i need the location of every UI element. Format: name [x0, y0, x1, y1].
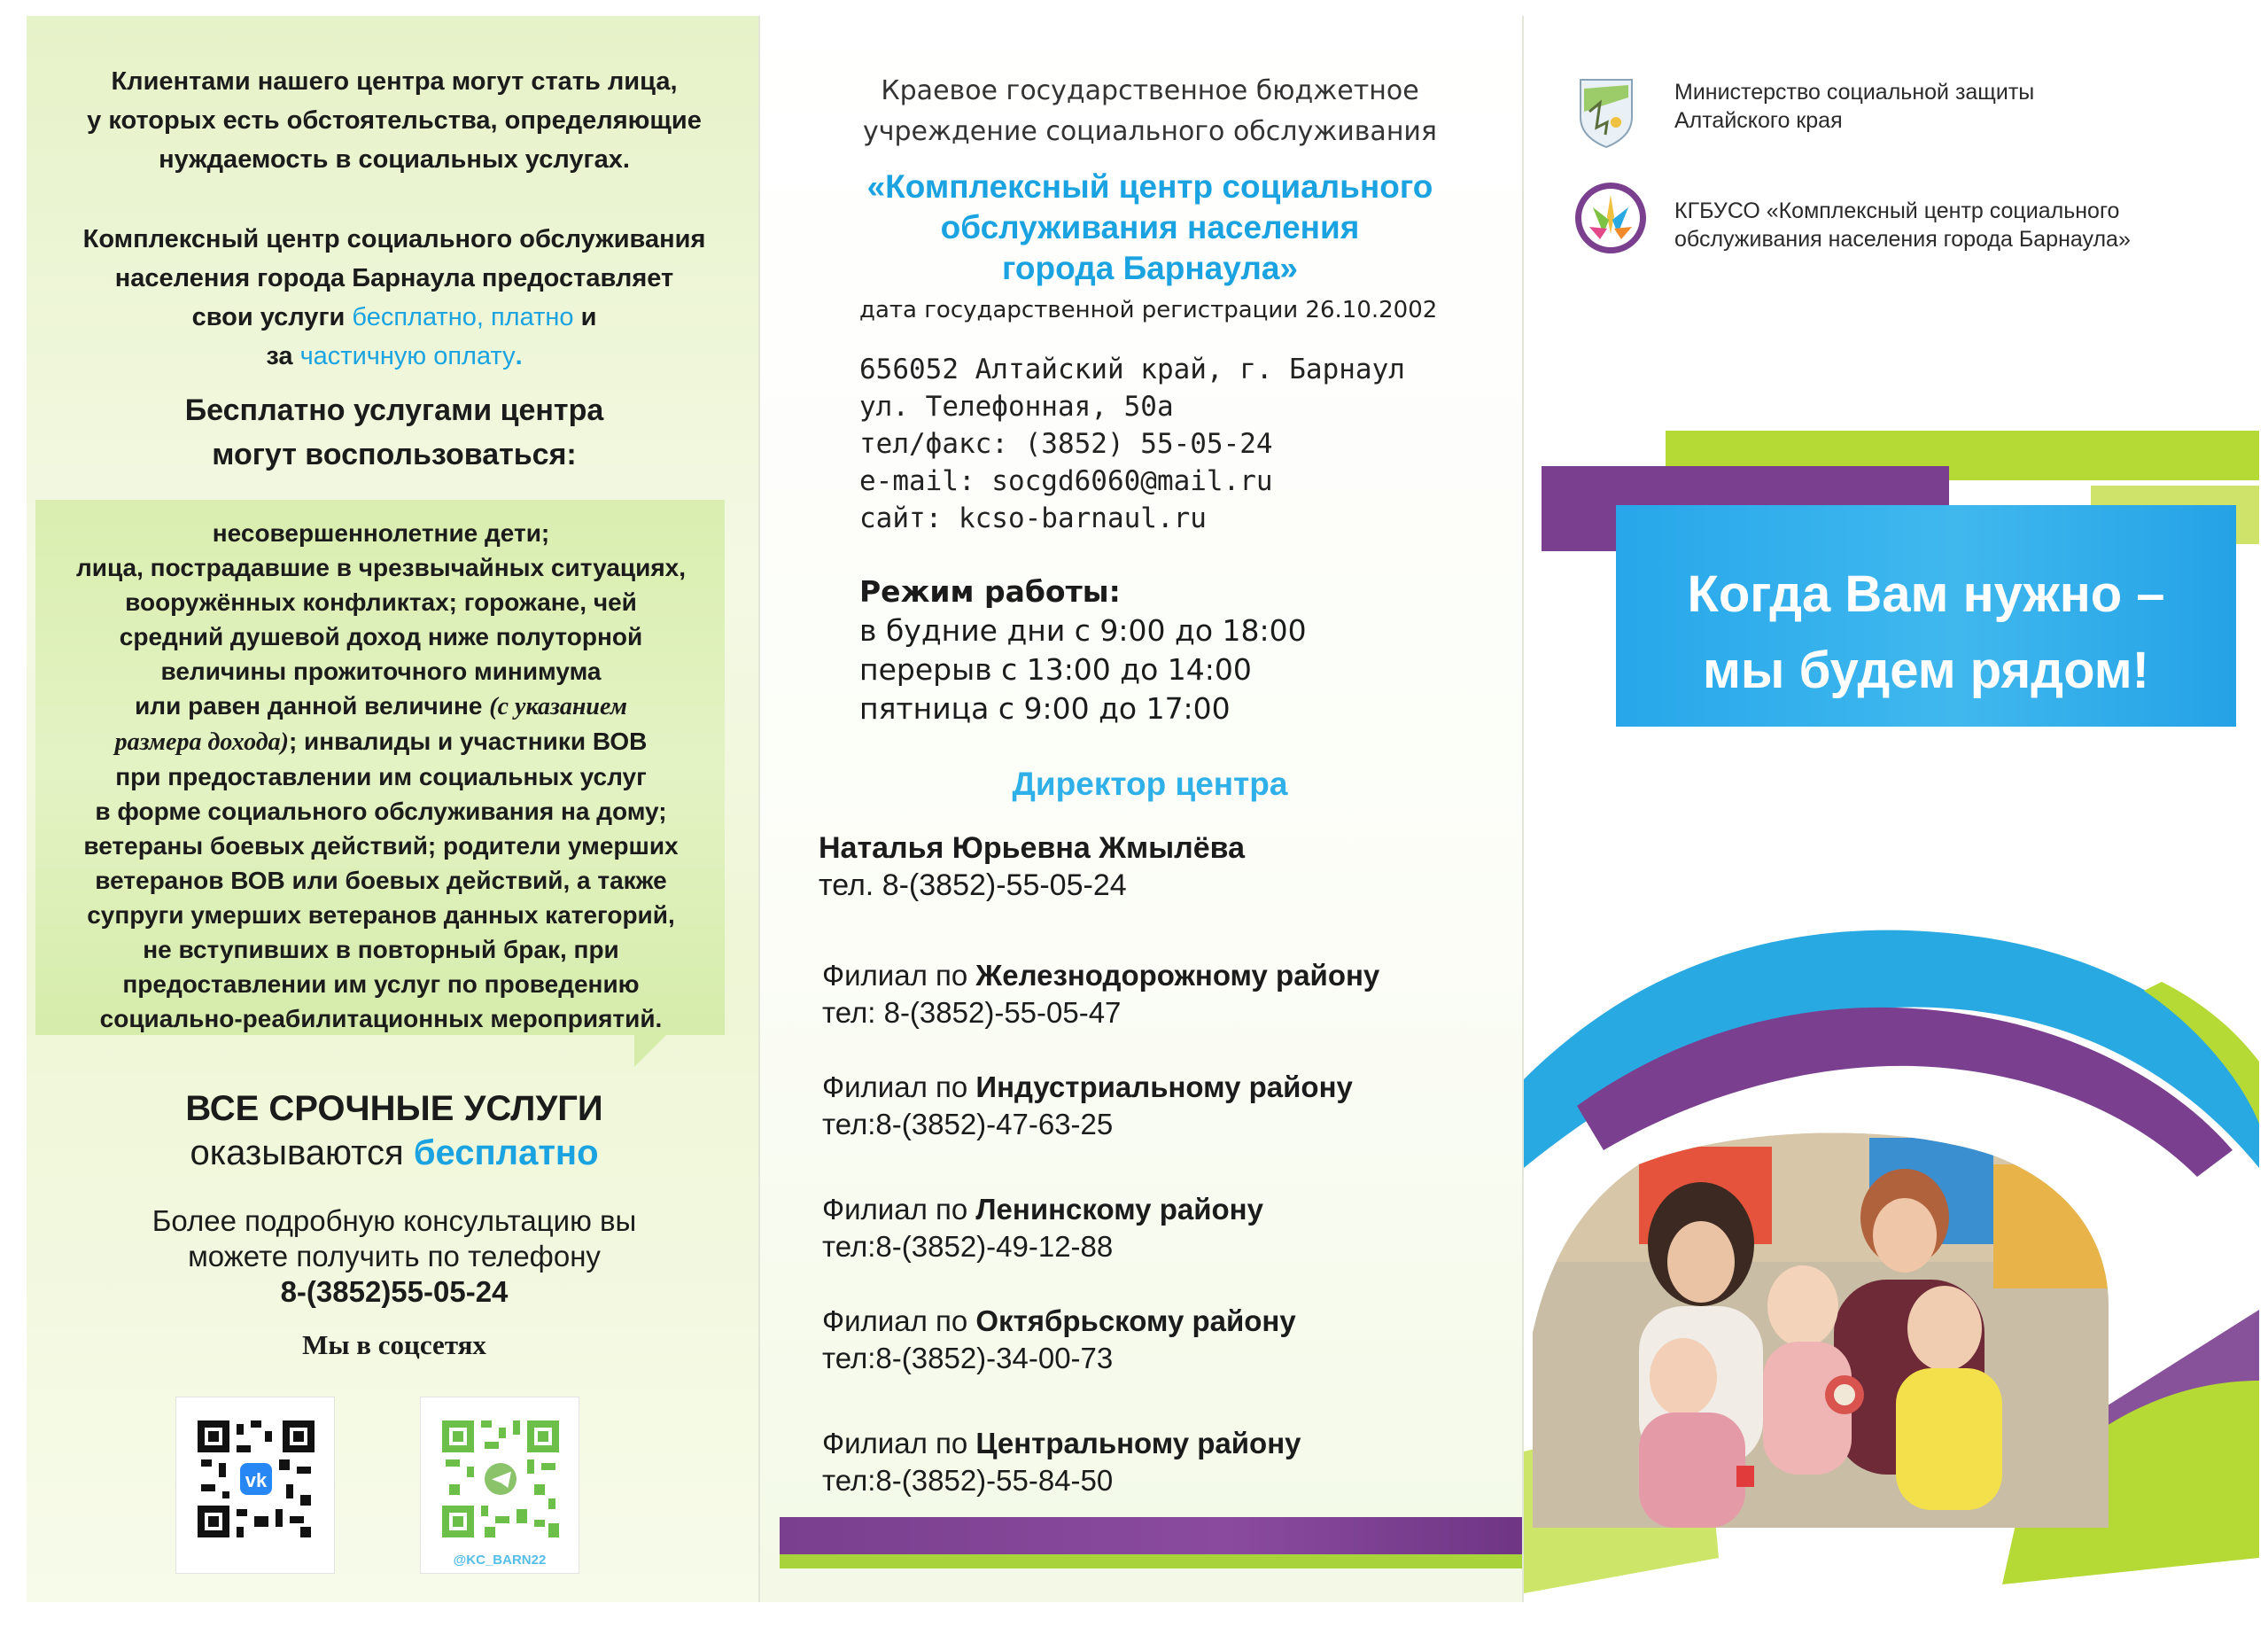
- telegram-handle: @KC_BARN22: [453, 1553, 547, 1568]
- urgent-services-free: оказываются бесплатно: [190, 1133, 599, 1172]
- address-block: 656052 Алтайский край, г. Барнаул ул. Телефонная, 50а тел/факс: (3852) 55-05-24 e-mail: socgd6060@mail.ru сайт: kcso-barnaul.ru: [859, 351, 1405, 537]
- director-phone[interactable]: тел. 8-(3852)-55-05-24: [819, 868, 1127, 902]
- working-hours: Режим работы: в будние дни с 9:00 до 18:00 перерыв с 13:00 до 14:00 пятница с 9:00 до 17:00: [859, 574, 1307, 726]
- qr-code-icon: [194, 1417, 318, 1541]
- website-link[interactable]: сайт: kcso-barnaul.ru: [859, 502, 1207, 534]
- branch-item: Филиал по Индустриальному району тел:8-(3852)-47-63-25: [822, 1069, 1353, 1143]
- vk-qr-code[interactable]: [175, 1397, 335, 1574]
- callout-tail: [634, 1035, 666, 1067]
- branch-phone[interactable]: тел:8-(3852)-55-84-50: [822, 1464, 1114, 1497]
- middle-panel: [760, 16, 1524, 1602]
- family-photo-icon: [1533, 1129, 2109, 1528]
- footer-bar-purple: [780, 1517, 1524, 1554]
- social-title: Мы в соцсетях: [302, 1329, 486, 1360]
- footer-bar-green: [780, 1554, 1524, 1568]
- left-panel: [27, 16, 760, 1602]
- center-emblem-icon: [1573, 181, 1648, 255]
- email-link[interactable]: e-mail: socgd6060@mail.ru: [859, 465, 1273, 497]
- free-services-heading: Бесплатно услугами центра могут воспользоваться:: [184, 393, 604, 471]
- consultation-text: Более подробную консультацию вы можете получить по телефону 8-(3852)55-05-24: [53, 1203, 735, 1310]
- branch-phone[interactable]: тел:8-(3852)-34-00-73: [822, 1342, 1114, 1374]
- intro-text: Клиентами нашего центра могут стать лица, у которых есть обстоятельства, определяющие нуждаемость в социальных услугах.: [87, 67, 702, 174]
- services-provided-text: Комплексный центр социального обслуживания населения города Барнаула предоставляет свои услуги бесплатно, платно и за частичную оплату.: [82, 225, 706, 370]
- org-type: Краевое государственное бюджетное учреждение социального обслуживания: [863, 75, 1437, 147]
- director-block: [819, 829, 1245, 904]
- branch-item: Филиал по Железнодорожному району тел: 8-(3852)-55-05-47: [822, 957, 1379, 1031]
- director-title: Директор центра: [1012, 766, 1288, 802]
- main-phone[interactable]: тел/факс: (3852) 55-05-24: [859, 428, 1273, 460]
- partial-pay-highlight: частичную оплату: [299, 342, 516, 370]
- telegram-qr-code[interactable]: [420, 1397, 579, 1574]
- org-name: «Комплексный центр социального обслуживания населения города Барнаула»: [866, 168, 1433, 286]
- registration-date: дата государственной регистрации 26.10.2002: [859, 297, 1438, 323]
- branch-phone[interactable]: тел:8-(3852)-49-12-88: [822, 1230, 1114, 1263]
- branch-item: Филиал по Центральному району тел:8-(3852)-55-84-50: [822, 1425, 1301, 1499]
- eligibility-list: несовершеннолетние дети; лица, пострадавшие в чрезвычайных ситуациях, вооружённых конфликтах; горожане, чей средний душевой доход ниже полуторной величины прожиточного минимума или равен данной величине (с указанием размера дохода); инвалиды и участники ВОВ при предоставлении им социальных услуг в форме социального обслуживания на дому; ветераны боевых действий; родители умерших ветеранов ВОВ или боевых действий, а также супруги умерших ветеранов данных категорий, не вступивших в повторный брак, при предоставлении им услуг по проведению социально-реабилитационных мероприятий.: [75, 519, 687, 1032]
- slogan-text: Когда Вам нужно – мы будем рядом!: [1687, 565, 2165, 699]
- urgent-services-title: ВСЕ СРОЧНЫЕ УСЛУГИ: [185, 1089, 603, 1128]
- branch-phone[interactable]: тел: 8-(3852)-55-05-47: [822, 996, 1122, 1029]
- svg-text:vk: vk: [245, 1469, 268, 1492]
- slogan-banner: [1616, 505, 2236, 727]
- center-label: КГБУСО «Комплексный центр социального обслуживания населения города Барнаула»: [1674, 198, 2131, 252]
- branch-item: Филиал по Октябрьскому району тел:8-(3852)-34-00-73: [822, 1303, 1296, 1377]
- ministry-label: Министерство социальной защиты Алтайского края: [1674, 80, 2035, 133]
- qr-code-icon: [439, 1417, 563, 1541]
- paid-options-highlight: бесплатно, платно: [352, 303, 574, 331]
- branch-item: Филиал по Ленинскому району тел:8-(3852)-49-12-88: [822, 1191, 1263, 1265]
- right-panel: [1524, 16, 2259, 1602]
- director-name: Наталья Юрьевна Жмылёва: [819, 831, 1246, 865]
- consultation-phone[interactable]: 8-(3852)55-05-24: [280, 1275, 509, 1308]
- coat-of-arms-icon: [1577, 76, 1635, 149]
- branch-phone[interactable]: тел:8-(3852)-47-63-25: [822, 1108, 1114, 1140]
